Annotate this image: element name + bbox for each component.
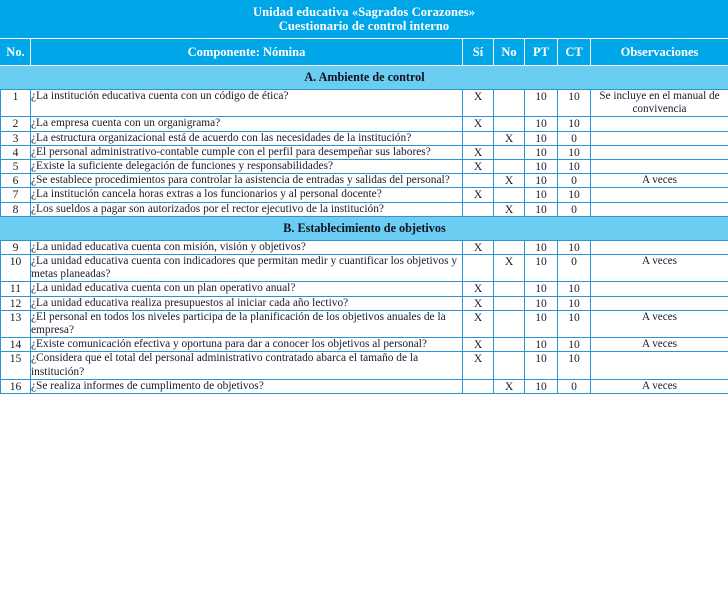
cell-componente: ¿Se realiza informes de cumplimento de objetivos?	[31, 379, 463, 393]
cell-observaciones	[591, 240, 728, 254]
cell-componente: ¿La unidad educativa cuenta con misión, visión y objetivos?	[31, 240, 463, 254]
table-row	[1, 255, 728, 282]
cell-numero: 1	[1, 90, 31, 117]
cell-componente: ¿La institución educativa cuenta con un código de ética?	[31, 90, 463, 117]
cell-componente: ¿Existe la suficiente delegación de funciones y responsabilidades?	[31, 160, 463, 174]
column-header-no-answer: No	[494, 39, 525, 66]
cell-observaciones	[591, 296, 728, 310]
table-body	[1, 66, 728, 394]
table-row	[1, 188, 728, 202]
column-header-ct: CT	[558, 39, 591, 66]
cell-observaciones	[591, 117, 728, 131]
cell-si: X	[463, 352, 494, 379]
cell-observaciones: A veces	[591, 338, 728, 352]
cell-numero: 2	[1, 117, 31, 131]
cell-no	[494, 352, 525, 379]
cell-pt: 10	[525, 282, 558, 296]
cell-numero: 11	[1, 282, 31, 296]
cell-no	[494, 296, 525, 310]
cell-si: X	[463, 117, 494, 131]
document-title-band	[0, 0, 728, 38]
cell-numero: 15	[1, 352, 31, 379]
cell-observaciones: A veces	[591, 174, 728, 188]
column-header-pt: PT	[525, 39, 558, 66]
cell-si: X	[463, 296, 494, 310]
cell-no	[494, 145, 525, 159]
cell-no	[494, 160, 525, 174]
cell-numero: 5	[1, 160, 31, 174]
cell-numero: 16	[1, 379, 31, 393]
cell-pt: 10	[525, 240, 558, 254]
table-row	[1, 240, 728, 254]
column-header-observaciones: Observaciones	[591, 39, 728, 66]
cell-componente: ¿Considera que el total del personal administrativo contratado abarca el tamaño de la institución?	[31, 352, 463, 379]
cell-componente: ¿La empresa cuenta con un organigrama?	[31, 117, 463, 131]
cell-no: X	[494, 255, 525, 282]
table-row	[1, 338, 728, 352]
cell-observaciones	[591, 282, 728, 296]
cell-no	[494, 310, 525, 337]
table-row	[1, 117, 728, 131]
cell-no: X	[494, 131, 525, 145]
table-row	[1, 202, 728, 216]
cell-ct: 10	[558, 352, 591, 379]
control-questionnaire-table	[0, 38, 728, 394]
cell-numero: 10	[1, 255, 31, 282]
cell-numero: 12	[1, 296, 31, 310]
cell-ct: 10	[558, 240, 591, 254]
cell-pt: 10	[525, 90, 558, 117]
cell-ct: 10	[558, 90, 591, 117]
cell-si	[463, 379, 494, 393]
cell-si	[463, 255, 494, 282]
cell-numero: 9	[1, 240, 31, 254]
cell-ct: 10	[558, 310, 591, 337]
document-title-line-2: Cuestionario de control interno	[278, 19, 450, 33]
cell-pt: 10	[525, 117, 558, 131]
cell-observaciones: A veces	[591, 310, 728, 337]
table-row	[1, 90, 728, 117]
cell-pt: 10	[525, 131, 558, 145]
cell-ct: 10	[558, 338, 591, 352]
table-row	[1, 174, 728, 188]
section-title: A. Ambiente de control	[1, 66, 728, 90]
cell-pt: 10	[525, 352, 558, 379]
section-header-row	[1, 216, 728, 240]
cell-pt: 10	[525, 296, 558, 310]
cell-pt: 10	[525, 174, 558, 188]
column-header-si: Sí	[463, 39, 494, 66]
section-header-row	[1, 66, 728, 90]
table-row	[1, 379, 728, 393]
cell-no	[494, 188, 525, 202]
cell-componente: ¿Se establece procedimientos para controlar la asistencia de entradas y salidas del personal?	[31, 174, 463, 188]
table-row	[1, 282, 728, 296]
cell-si: X	[463, 310, 494, 337]
column-header-no: No.	[1, 39, 31, 66]
cell-numero: 13	[1, 310, 31, 337]
cell-no	[494, 240, 525, 254]
cell-si: X	[463, 240, 494, 254]
cell-componente: ¿La unidad educativa realiza presupuestos al iniciar cada año lectivo?	[31, 296, 463, 310]
cell-componente: ¿El personal en todos los niveles participa de la planificación de los objetivos anuales de la empresa?	[31, 310, 463, 337]
cell-componente: ¿La estructura organizacional está de acuerdo con las necesidades de la institución?	[31, 131, 463, 145]
cell-pt: 10	[525, 160, 558, 174]
cell-observaciones: A veces	[591, 255, 728, 282]
cell-si	[463, 174, 494, 188]
cell-observaciones: Se incluye en el manual de convivencia	[591, 90, 728, 117]
cell-observaciones	[591, 131, 728, 145]
cell-pt: 10	[525, 255, 558, 282]
cell-observaciones: A veces	[591, 379, 728, 393]
cell-componente: ¿Los sueldos a pagar son autorizados por el rector ejecutivo de la institución?	[31, 202, 463, 216]
cell-si: X	[463, 338, 494, 352]
table-header	[1, 39, 728, 66]
table-row	[1, 131, 728, 145]
cell-pt: 10	[525, 202, 558, 216]
cell-no	[494, 282, 525, 296]
cell-pt: 10	[525, 188, 558, 202]
table-row	[1, 160, 728, 174]
cell-observaciones	[591, 202, 728, 216]
cell-no: X	[494, 202, 525, 216]
cell-numero: 14	[1, 338, 31, 352]
cell-ct: 0	[558, 131, 591, 145]
cell-componente: ¿La unidad educativa cuenta con indicadores que permitan medir y cuantificar los objetivos y metas planeadas?	[31, 255, 463, 282]
cell-ct: 10	[558, 160, 591, 174]
cell-no	[494, 90, 525, 117]
cell-pt: 10	[525, 145, 558, 159]
cell-ct: 10	[558, 296, 591, 310]
table-row	[1, 145, 728, 159]
cell-si: X	[463, 188, 494, 202]
section-title: B. Establecimiento de objetivos	[1, 216, 728, 240]
cell-si: X	[463, 160, 494, 174]
cell-si	[463, 131, 494, 145]
cell-componente: ¿La institución cancela horas extras a los funcionarios y al personal docente?	[31, 188, 463, 202]
document-title-line-1: Unidad educativa «Sagrados Corazones»	[252, 5, 476, 19]
cell-ct: 0	[558, 174, 591, 188]
cell-ct: 10	[558, 117, 591, 131]
cell-numero: 7	[1, 188, 31, 202]
cell-ct: 0	[558, 202, 591, 216]
cell-numero: 8	[1, 202, 31, 216]
cell-no	[494, 338, 525, 352]
cell-no: X	[494, 174, 525, 188]
cell-si	[463, 202, 494, 216]
cell-observaciones	[591, 352, 728, 379]
cell-no: X	[494, 379, 525, 393]
cell-numero: 6	[1, 174, 31, 188]
table-row	[1, 352, 728, 379]
column-header-row	[1, 39, 728, 66]
cell-ct: 10	[558, 188, 591, 202]
column-header-componente: Componente: Nómina	[31, 39, 463, 66]
cell-ct: 0	[558, 255, 591, 282]
table-row	[1, 310, 728, 337]
cell-no	[494, 117, 525, 131]
cell-pt: 10	[525, 338, 558, 352]
cell-si: X	[463, 282, 494, 296]
cell-observaciones	[591, 188, 728, 202]
cell-observaciones	[591, 160, 728, 174]
cell-ct: 0	[558, 379, 591, 393]
cell-numero: 4	[1, 145, 31, 159]
cell-si: X	[463, 145, 494, 159]
cell-pt: 10	[525, 310, 558, 337]
cell-ct: 10	[558, 282, 591, 296]
cell-ct: 10	[558, 145, 591, 159]
table-row	[1, 296, 728, 310]
cell-observaciones	[591, 145, 728, 159]
cell-componente: ¿El personal administrativo-contable cumple con el perfil para desempeñar sus labores?	[31, 145, 463, 159]
cell-componente: ¿Existe comunicación efectiva y oportuna para dar a conocer los objetivos al personal?	[31, 338, 463, 352]
cell-pt: 10	[525, 379, 558, 393]
cell-si: X	[463, 90, 494, 117]
cell-numero: 3	[1, 131, 31, 145]
cell-componente: ¿La unidad educativa cuenta con un plan operativo anual?	[31, 282, 463, 296]
